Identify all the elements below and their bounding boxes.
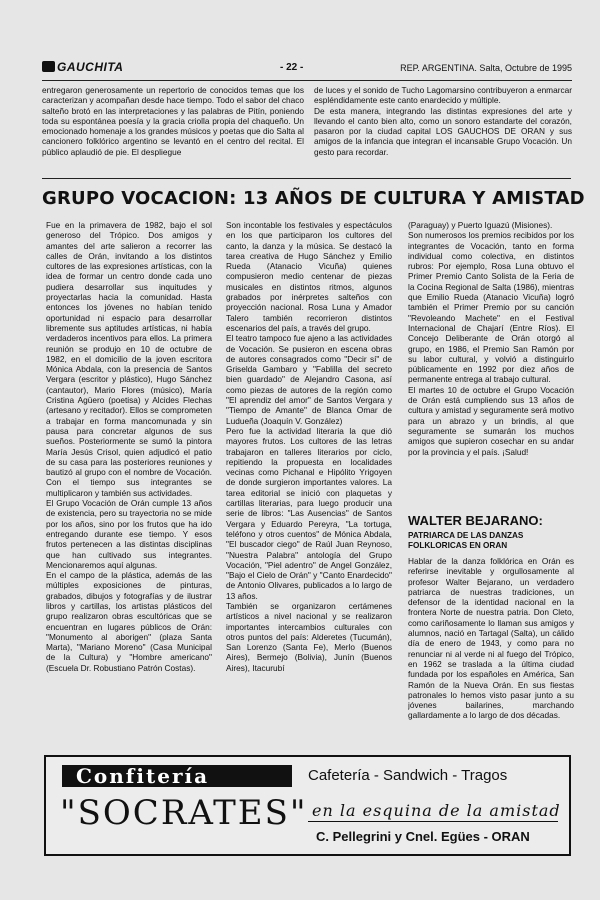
article-column-3: (Paraguay) y Puerto Iguazú (Misiones). Son numerosos los premios recibidos por los integrantes de Vocación, tanto en forma individual como colectiva, en distintos rubros: Por ejemplo, Rosa Luna obtuvo el Primer Premio Canto Solista de la Feria de la Cocina Regional de Salta (1986), mientras que Emilio Rueda (Atanacio Vicuña) logró también el Primer Premio por su canción "Revoleando Machete" en el Festival Internacional de Chajarí (Entre Ríos). El Concejo Deliberante de Orán otorgó al grupo, en 1986, el Premio San Ramón por su labor cultural, y volvió a distinguirlo públicamente en 1992 por diez años de permanente entrega al trabajo cultural. El martes 10 de octubre el Grupo Vocación de Orán está cumpliendo sus 13 años de cultura y amistad y seguramente será motivo para un abrazo y un brindis, al que seguramente se sumarán los muchos amigos que supieron cosechar en su andar por la provincia y el país. ¡Salud! <box>408 220 574 457</box>
confiteria-ad <box>44 755 571 856</box>
logo-text: GAUCHITA <box>57 60 124 74</box>
ad-banner <box>62 765 292 787</box>
ad-banner-text: Confitería <box>76 764 210 788</box>
ad-divider <box>308 821 558 822</box>
article-column-2: Son incontable los festivales y espectáculos en los que participaron los cultores del canto, la danza y la música. Se destacó la tarea creativa de Hugo Sánchez y Emilio Rueda (Atanacio Vicuña) quienes compusieron medio centenar de piezas musicales en distintos ritmos, algunos grabados por inérpretes salteños con proyección nacional. Rosa Luna y Amador Talero también recorrieron distintos escenarios del país, a través del grupo. El teatro tampoco fue ajeno a las actividades de Vocación. Se pusieron en escena obras de autores consagrados como "Decir sí" de Griselda Gambaro y "Fablilla del secreto bien guardado" de Alejandro Casona, así como piezas de autores de la región como "El aprendiz del amor" de Santos Vergara y "Tiempo de Amante" de Blanca Omar de Ludueña (Joaquín V. González) Pero fue la actividad literaria la que dió mayores frutos. Los cultores de las letras trabajaron en talleres literarios por ciclo, repitiendo la propuesta en localidades vecinas como Pichanal e Hipólito Yrigoyen de donde surgieron importantes valores. La tarea editorial se inició con plaquetas y cartillas literarias, para luego producir una serie de libros: "Las Ausencias" de Santos Vergara y Eduardo Pereyra, "La tortuga, teléfono y otros cuentos" de Mónica Abdala, "El buscador ciego" de Raúl Juan Reynoso, "Nuestra Palabra" antología del Grupo Vocación, "Piel adentro" de Angel González, "Bajo el Cielo de Orán" y "Canto Enardecido" de Antonio Olivares, publicados a lo largo de 13 años. También se organizaron certámenes artísticos a nivel nacional y se realizaron importantes intercambios culturales con otros puntos del país: Alderetes (Tucumán), San Lorenzo (Santa Fe), Merlo (Buenos Aires), Bermejo (Bolivia), Junín (Buenos Aires), Itacurubí <box>226 220 392 673</box>
gauchita-logo <box>42 60 123 74</box>
continued-text-col2: de luces y el sonido de Tucho Lagomarsino contribuyeron a enmarcar espléndidamente este canto enardecido y múltiple. De esta manera, integrando las distintas expresiones del arte y llevando el canto bien alto, como un sonoro estandarte del corazón, pasaron por la ciudad capital LOS GAUCHOS DE ORAN y sus amigos de la infancia que integran el incansable Grupo Vocación. Un gesto para recordar. <box>314 85 572 157</box>
walter-subtitle: PATRIARCA DE LAS DANZAS FOLKLORICAS EN ORAN <box>408 531 524 550</box>
section-divider <box>42 178 571 179</box>
walter-body: Hablar de la danza folklórica en Orán es referirse inevitable y orgullosamente al profesor Walter Bejarano, un verdadero patriarca de nuestras tradiciones, un defensor de la identidad nacional en la frontera Norte de nuestra patria. Don Cleto, como cariñosamente lo llaman sus amigos y alumnos, nació en Tartagal (Salta), un cálido día de enero de 1943, y como para no renunciar ni al verde ni al fuego del Trópico, en 1962 se traslada a la última ciudad fundada por los españoles en América, San Ramón de la Nueva Orán. En sus fiestas patronales lo hemos visto pasar junto a su jóvenes bailarines, marchando gallardamente a lo largo de dos décadas. <box>408 556 574 721</box>
gaucho-figure-icon <box>42 61 55 72</box>
continued-text-col1: entregaron generosamente un repertorio de conocidos temas que los caracterizan y acompañan desde hace tiempo. Todo el sabor del chaco salteño brotó en las interpretaciones y las palabras de Pitín, poniendo toda su espontánea poesía y la gracia criolla propia del chaqueño. Un emocionado homenaje a los grandes músicos y poetas que dio Salta al cancionero folklórico argentino se levantó en el centro del recital. El público aplaudió de pie. El despliegue <box>42 85 304 157</box>
ad-services: Cafetería - Sandwich - Tragos <box>308 767 508 784</box>
ad-business-name: "SOCRATES" <box>60 793 308 833</box>
ad-address: C. Pellegrini y Cnel. Egües - ORAN <box>316 829 530 844</box>
dateline: REP. ARGENTINA. Salta, Octubre de 1995 <box>400 63 572 73</box>
article-column-1: Fue en la primavera de 1982, bajo el sol generoso del Trópico. Dos amigos y amantes del arte salieron a recorrer las calles de Orán, invitando a los distintos cultores de las expresiones artísticas, con la idea de formar un centro donde cada uno pudiera desarrollar sus inquitudes y proyectarlas hacia la comunidad. Hasta entonces los jóvenes no habían tenido oportunidad ni espacio para desarrollar libremente sus aptitudes artísticas, ni había verdaderos incentivos para ellos. La primera reunión se produjo en 10 de octubre de 1982, en el domicilio de la joven escritora Mónica Abdala, con la presencia de Santos Vergara (escritor y plástico), Hugo Sánchez (cantautor), Mario Flores (músico), María Cristina Agüero (poetisa) y Alcides Flechas (artesano y recitador). Ellos se comprometen a trabajar en forma mancomunada y sin pausa para concretar algunos de sus sueños. Posteriormente se sumó la pintora María Jesús Crisol, quien adjudicó el patio de su casa para las posteriores reuniones y bautizó al grupo con el nombre de Vocación. Con el tiempo sus integrantes se multiplicaron y también sus actividades. El Grupo Vocación de Orán cumple 13 años de existencia, pero su trayectoria no se mide por los años, sino por los frutos que ha ido entregando durante ese tiempo. Y esos frutos pertenecen a las distintas disciplinas que han cultivado sus integrantes. Mencionaremos aquí algunas. En el campo de la plástica, además de las múltiples exposiciones de pinturas, grabados, dibujos y fotografías y de ilustrar libros y cartillas, los artistas plásticos del grupo realizaron obras escultóricas que se encuentran en lugares públicos de Orán: "Monumento al aborigen" (plaza Santa Marta), "Mariano Moreno" (Casa Municipal de la Cultura) y "Hombre americano" (Escuela Dr. Robustiano Patrón Costas). <box>46 220 212 673</box>
ad-tagline: en la esquina de la amistad <box>312 801 561 820</box>
page-header <box>42 60 572 81</box>
page-number: - 22 - <box>280 62 304 73</box>
article-headline: GRUPO VOCACION: 13 AÑOS DE CULTURA Y AMISTAD <box>42 188 585 209</box>
walter-title: WALTER BEJARANO: <box>408 513 543 528</box>
